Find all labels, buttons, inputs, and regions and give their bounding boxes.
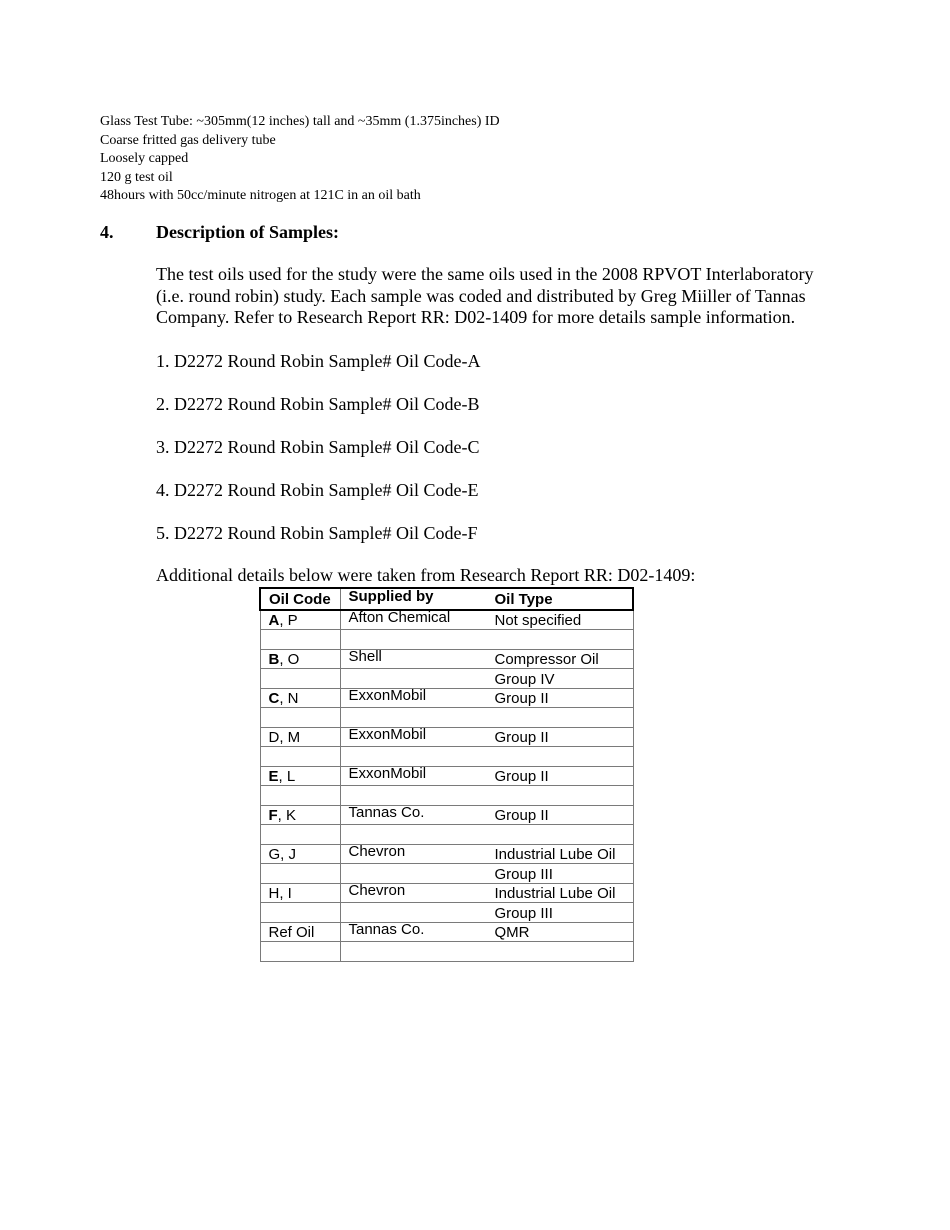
table-row [260,669,633,689]
oil-code-cell [260,727,340,747]
supplier-cell: ExxonMobil [348,687,427,704]
supplier-cell: Afton Chemical [348,609,451,626]
oil-code-rest: H, I [268,885,292,902]
oil-code-cell [260,786,340,806]
oil-code-primary: C [268,690,280,707]
condition-line: 120 g test oil [100,169,173,185]
section-heading [100,222,339,243]
oil-code-cell [260,844,340,864]
oil-type-cell: Group II [494,768,549,785]
supplier-type-cell [340,727,633,747]
oil-code-rest: , L [278,768,296,785]
oil-type-cell: Group II [494,807,549,824]
table-row [260,844,633,864]
condition-line: 48hours with 50cc/minute nitrogen at 121C in an oil bath [100,188,421,203]
oil-code-rest: Ref Oil [268,924,315,941]
oil-code-primary: E [268,768,279,785]
table-row [260,649,633,669]
oil-code-cell [260,630,340,650]
oil-table [259,587,634,962]
supplier-type-cell [340,903,633,923]
sample-item: 4. D2272 Round Robin Sample# Oil Code-E [156,480,479,500]
additional-note: Additional details below were taken from Research Report RR: D02-1409: [156,565,696,585]
table-row [260,922,633,942]
paragraph-line: (i.e. round robin) study. Each sample was coded and distributed by Greg Miiller of Tannas [156,285,806,306]
supplier-type-cell [340,805,633,825]
table-header-row [260,588,633,610]
table-row [260,630,633,650]
oil-type-cell: Not specified [494,612,582,629]
oil-code-primary: B [268,651,280,668]
table-row [260,825,633,845]
oil-code-rest: , O [279,651,300,668]
supplier-type-cell [340,669,633,689]
oil-code-cell [260,766,340,786]
header-supplied-by: Supplied by [348,587,434,605]
table-row [260,786,633,806]
oil-code-cell [260,864,340,884]
oil-code-cell [260,610,340,630]
sample-item: 5. D2272 Round Robin Sample# Oil Code-F [156,523,478,543]
table-row [260,708,633,728]
header-oil-code: Oil Code [260,588,340,610]
paragraph-line: Company. Refer to Research Report RR: D02-1409 for more details sample information. [156,307,796,327]
condition-line: Loosely capped [100,151,189,166]
supplier-cell: ExxonMobil [348,726,427,743]
oil-code-cell [260,805,340,825]
oil-type-cell: Industrial Lube Oil [494,885,616,902]
supplier-type-cell [340,844,633,864]
table-row [260,805,633,825]
table-row [260,727,633,747]
supplier-cell: Tannas Co. [348,804,425,821]
oil-code-cell [260,688,340,708]
supplier-cell: Tannas Co. [348,921,425,938]
supplier-cell: Chevron [348,843,406,860]
table-row [260,610,633,630]
table-row [260,903,633,923]
supplier-type-cell [340,747,633,767]
supplier-type-cell [340,630,633,650]
oil-code-cell [260,903,340,923]
supplier-type-cell [340,883,633,903]
oil-type-cell: Group III [494,865,553,883]
oil-code-cell [260,669,340,689]
table-row [260,864,633,884]
oil-code-cell [260,825,340,845]
oil-code-cell [260,649,340,669]
header-supplier-type [340,588,633,610]
oil-type-cell: Group II [494,729,549,746]
sample-item: 2. D2272 Round Robin Sample# Oil Code-B [156,394,480,414]
header-oil-type: Oil Type [494,590,553,608]
oil-code-rest: G, J [268,846,297,863]
sample-list [156,350,481,565]
supplier-cell: Shell [348,648,382,665]
oil-code-rest: , P [279,612,298,629]
supplier-type-cell [340,688,633,708]
section-title: Description of Samples: [156,222,339,242]
sample-item: 3. D2272 Round Robin Sample# Oil Code-C [156,437,480,457]
section-number: 4. [100,222,114,242]
oil-code-cell [260,747,340,767]
oil-code-cell [260,883,340,903]
supplier-type-cell [340,942,633,962]
supplier-type-cell [340,610,633,630]
supplier-type-cell [340,649,633,669]
oil-code-cell [260,942,340,962]
supplier-cell: ExxonMobil [348,765,427,782]
oil-code-rest: , N [279,690,299,707]
oil-type-cell: Industrial Lube Oil [494,846,616,863]
supplier-type-cell [340,708,633,728]
table-row [260,688,633,708]
condition-line: Coarse fritted gas delivery tube [100,132,276,148]
oil-type-cell: Group III [494,904,553,922]
oil-code-primary: F [268,807,278,824]
sample-item: 1. D2272 Round Robin Sample# Oil Code-A [156,351,481,371]
description-paragraph [156,264,856,329]
oil-type-cell: Group II [494,690,549,707]
table-row [260,942,633,962]
table-row [260,747,633,767]
supplier-type-cell [340,766,633,786]
oil-type-cell: Group IV [494,670,555,688]
test-conditions [100,113,500,206]
oil-code-cell [260,708,340,728]
supplier-type-cell [340,922,633,942]
paragraph-line: The test oils used for the study were the same oils used in the 2008 RPVOT Interlaboratory [156,264,814,284]
supplier-type-cell [340,825,633,845]
oil-code-rest: , K [277,807,297,824]
oil-type-cell: Compressor Oil [494,651,599,668]
oil-code-rest: D, M [268,729,301,746]
oil-code-primary: A [268,612,280,629]
table-row [260,883,633,903]
table-row [260,766,633,786]
oil-type-cell: QMR [494,924,530,941]
supplier-cell: Chevron [348,882,406,899]
condition-line: Glass Test Tube: ~305mm(12 inches) tall and ~35mm (1.375inches) ID [100,114,500,129]
supplier-type-cell [340,786,633,806]
supplier-type-cell [340,864,633,884]
oil-code-cell [260,922,340,942]
